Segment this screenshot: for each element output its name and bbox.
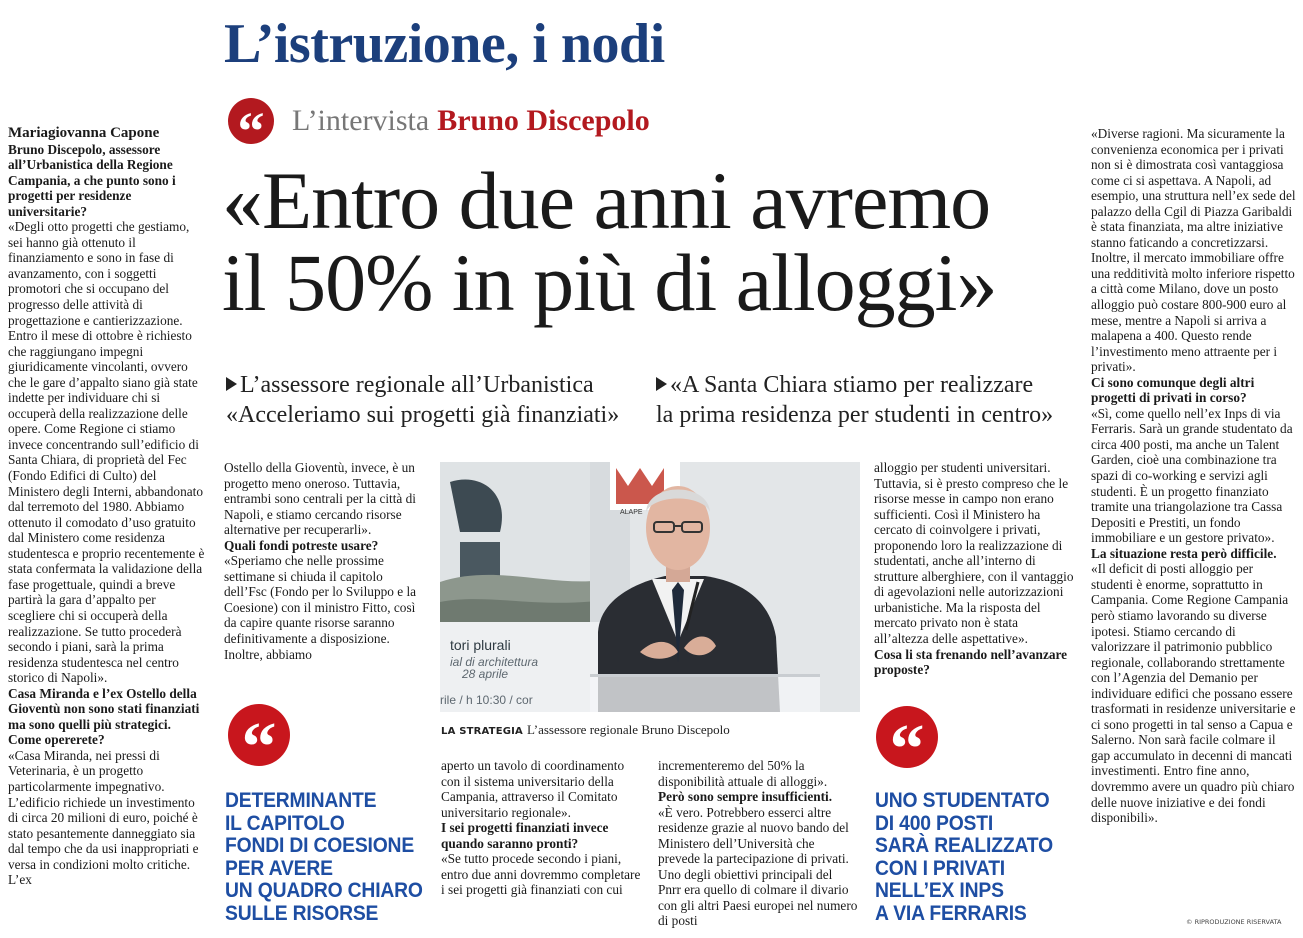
headline xyxy=(222,155,1082,328)
headline-line-2: il 50% in più di alloggi» xyxy=(222,237,997,328)
byline: Mariagiovanna Capone xyxy=(8,126,160,141)
interview-answer: «Diverse ragioni. Ma sicuramente la convenienza economica per i privati non si è dimostrata così vantaggiosa come ci si aspettava. A Napoli, ad esempio, una struttura nell’ex sede del palazzo della Cgil di Piazza Garibaldi è stata finanziata, ma altre iniziative stanno faticando a concretizzarsi. Inoltre, il mercato immobiliare offre una redditività molto inferiore rispetto a città come Milano, dove un posto alloggio può costare 800-900 euro al mese, mentre a Napoli si arriva a malapena a 400. Questo rende l’investimento meno attraente per i privati». xyxy=(1091,126,1296,375)
poster-text-3: 28 aprile xyxy=(462,667,509,681)
section-title: L’istruzione, i nodi xyxy=(224,13,665,75)
triangle-icon xyxy=(226,377,237,391)
interview-question: Quali fondi potreste usare? xyxy=(224,537,379,553)
subhead-right xyxy=(656,370,1053,430)
quote-icon: “ xyxy=(228,704,290,766)
interview-question: I sei progetti finanziati invece quando saranno pronti? xyxy=(441,820,609,851)
interview-question: Però sono sempre insufficienti. xyxy=(658,789,833,805)
interview-answer: alloggio per studenti universitari. Tuttavia, si è presto compreso che le risorse messe in campo non erano sufficienti. Così il Ministero ha cercato di coinvolgere i privati, proponendo loro la realizzazione di studentati, anche all’interno di strutture alberghiere, con il vantaggio di agevolazioni nelle autorizzazioni urbanistiche. Ma la risposta del mercato privato non è stata all’altezza delle aspettative». xyxy=(874,460,1074,647)
pull-quote-right xyxy=(875,790,1053,926)
subhead-left xyxy=(226,370,619,430)
interview-answer: «Degli otto progetti che gestiamo, sei hanno già ottenuto il finanziamento e sono in fase di avanzamento, con i soggetti promotori che si occupano del progresso delle attività di progettazione e cantierizzazione. Entro il mese di ottobre è richiesto che raggiungano impegni giuridicamente vincolanti, ovvero che le gare d’appalto siano già state indette per individuare chi si occuperà della realizzazione delle opere. Come Regione ci stiamo invece concentrando sull’edificio di Santa Chiara, di proprietà del Fec (Fondo Edifici di Culto) del Ministero degli Interni, abbandonato dal terremoto del 1980. Abbiamo ottenuto il comodato d’uso gratuito dal Ministero come residenza studentesca e proprio recentemente è stata confermata la validazione della fase progettuale, quindi a breve partirà la gara d’appalto per scegliere chi si occuperà della realizzazione. Se tutto procederà secondo i piani, sarà la prima residenza studentesca nel centro storico di Napoli». xyxy=(8,219,205,686)
interview-answer: «Casa Miranda, nei pressi di Veterinaria, è un progetto particolarmente impegnativo. L’edificio richiede un investimento di circa 20 milioni di euro, poiché è stato pesantemente danneggiato sia dal tempo che da usi inappropriati e versa in condizioni molto critiche. L’ex xyxy=(8,747,199,888)
pull-quote-line: DETERMINANTE xyxy=(225,789,377,812)
interview-question: Casa Miranda e l’ex Ostello della Gioventù non sono stati finanziati ma sono quelli più strategici. Come opererete? xyxy=(8,685,200,748)
interview-question: Bruno Discepolo, assessore all’Urbanistica della Regione Campania, a che punto sono i progetti per residenze universitarie? xyxy=(8,141,176,219)
subhead-right-line-2: la prima residenza per studenti in centro» xyxy=(656,402,1054,428)
article-column-4 xyxy=(658,758,858,928)
pull-quote-line: PER AVERE xyxy=(225,856,333,880)
quote-icon: “ xyxy=(228,98,274,144)
subhead-left-line-1: L’assessore regionale all’Urbanistica xyxy=(240,372,594,398)
interview-answer: aperto un tavolo di coordinamento con il sistema universitario della Campania, attraverso il Comitato universitario regionale». xyxy=(441,758,625,820)
interview-answer: «Il deficit di posti alloggio per studenti è enorme, soprattutto in Campania. Come Regione Campania però stiamo lavorando su diverse ipotesi. Stiamo cercando di valorizzare il patrimonio pubblico regionale, collaborando strettamente con l’Agenzia del Demanio per individuare edifici che possano essere trasformati in residenze universitarie e ci sono progetti in tal senso a Capua e Salerno. Non sarà facile colmare il gap accumulato in decenni di mancati investimenti. Entro fine anno, dovremmo avere un quadro più chiaro delle nuove iniziative e dei fondi disponibili». xyxy=(1091,561,1296,826)
interview-question: La situazione resta però difficile. xyxy=(1091,545,1277,561)
kicker-name: Bruno Discepolo xyxy=(437,104,650,137)
poster-text-1: tori plurali xyxy=(450,637,511,653)
interview-kicker xyxy=(228,96,650,161)
article-column-3 xyxy=(441,758,643,928)
subhead-right-line-1: «A Santa Chiara stiamo per realizzare xyxy=(670,372,1034,398)
photo xyxy=(440,462,860,712)
article-column-1 xyxy=(8,126,206,926)
caption-text: L’assessore regionale Bruno Discepolo xyxy=(527,722,730,737)
pull-quote-line: FONDI DI COESIONE xyxy=(225,834,415,858)
pull-quote-line: NELL’EX INPS xyxy=(875,879,1004,903)
pull-quote-line: DI 400 POSTI xyxy=(875,811,994,835)
quote-icon: “ xyxy=(876,706,938,768)
photo-caption xyxy=(441,722,730,738)
interview-answer: incrementeremo del 50% la disponibilità attuale di alloggi». xyxy=(658,758,828,789)
poster-text-4: rile / h 10:30 / cor xyxy=(440,693,533,707)
poster-text-2: ial di architettura xyxy=(450,655,539,669)
article-column-2 xyxy=(224,460,427,682)
headline-line-1: «Entro due anni avremo xyxy=(222,155,991,246)
pull-quote-line: UN QUADRO CHIARO xyxy=(225,879,423,903)
pull-quote-line: UNO STUDENTATO xyxy=(875,789,1050,812)
article-column-6 xyxy=(1091,126,1296,912)
kicker-label: L’intervista xyxy=(292,104,430,137)
copyright-notice: © RIPRODUZIONE RISERVATA xyxy=(1186,918,1282,926)
article-column-5 xyxy=(874,460,1074,684)
pull-quote-line: SULLE RISORSE xyxy=(225,901,379,925)
interview-answer: «È vero. Potrebbero esserci altre residenze grazie al nuovo bando del Ministero dell’Università che prevede la partecipazione di privati. Uno degli obiettivi principali del Pnrr era quello di colmare il divario con gli altri Paesi europei nel numero di posti xyxy=(658,804,858,928)
pull-quote-left xyxy=(225,790,423,926)
pull-quote-line: IL CAPITOLO xyxy=(225,811,345,835)
interview-answer: Ostello della Gioventù, invece, è un progetto meno oneroso. Tuttavia, entrambi sono centrali per la città di Napoli, e stiamo cercando risorse alternative per recuperarli». xyxy=(224,460,416,538)
subhead-left-line-2: «Acceleriamo sui progetti già finanziati» xyxy=(226,402,620,428)
interview-question: Ci sono comunque degli altri progetti di privati in corso? xyxy=(1091,374,1255,406)
pull-quote-line: SARÀ REALIZZATO xyxy=(875,834,1053,858)
pull-quote-line: A VIA FERRARIS xyxy=(875,901,1027,925)
triangle-icon xyxy=(656,377,667,391)
caption-label: LA STRATEGIA xyxy=(441,726,523,737)
interview-answer: «Speriamo che nelle prossime settimane si chiuda il capitolo dell’Fsc (Fondo per lo Sviluppo e la Coesione) con il ministro Fitto, così da capire quante risorse saranno definitivamente a disposizione. Inoltre, abbiamo xyxy=(224,553,417,662)
pull-quote-line: CON I PRIVATI xyxy=(875,856,1005,880)
photo-illustration xyxy=(440,462,860,712)
interview-answer: «Sì, come quello nell’ex Inps di via Ferraris. Sarà un grande studentato da circa 400 posti, ma anche un Talent Garden, cioè una combinazione tra spazi di co-working e servizi agli studenti. È un progetto finanziato tramite una triangolazione tra Cassa Depositi e Prestiti, un fondo immobiliare e un gestore privato». xyxy=(1091,405,1293,546)
interview-question: Cosa li sta frenando nell’avanzare proposte? xyxy=(874,646,1068,678)
interview-answer: «Se tutto procede secondo i piani, entro due anni dovremmo completare i sei progetti già finanziati con cui xyxy=(441,851,641,898)
sign-text: ALAPE xyxy=(620,509,643,516)
